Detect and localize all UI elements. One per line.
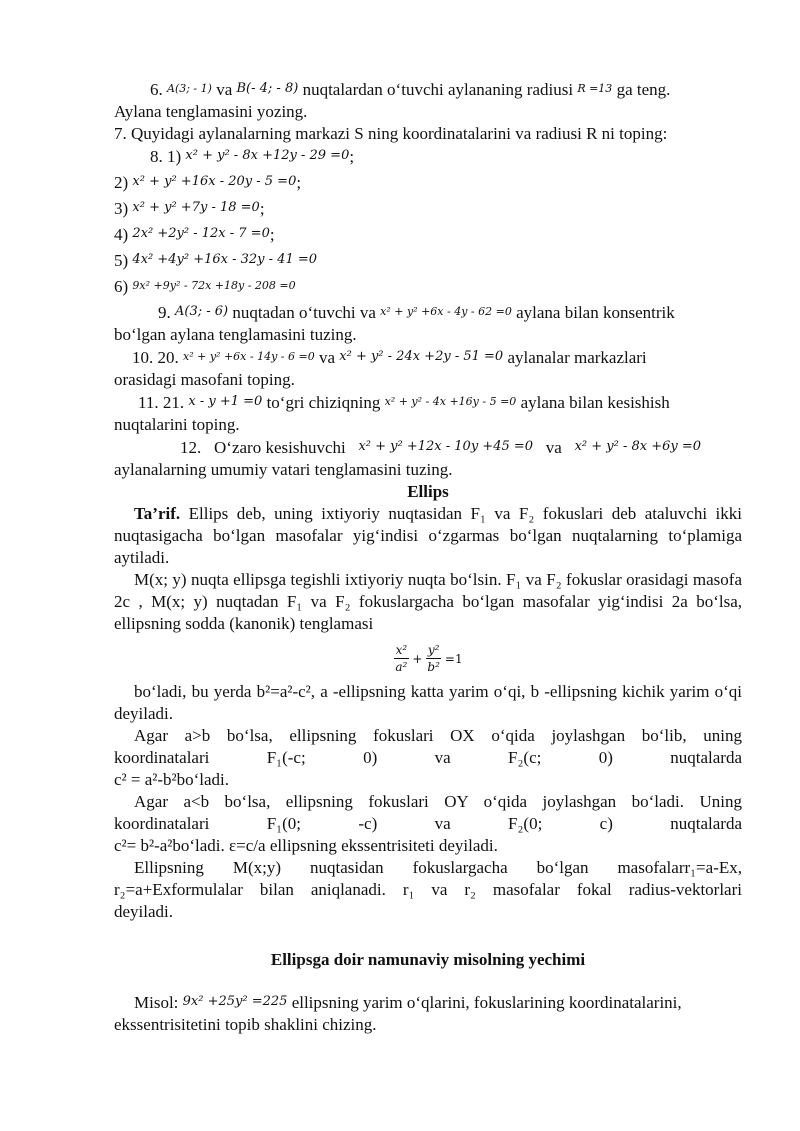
- document-page: [114, 78, 742, 1036]
- numerator: y²: [427, 643, 440, 657]
- problem-text: aylana bilan kesishish: [520, 393, 670, 412]
- conjunction: va: [216, 80, 233, 99]
- problem-text: nuqtalardan o‘tuvchi aylananing radiusi: [302, 80, 574, 99]
- equation-text: 4x² +4y² +16x - 32y - 41 =0: [132, 252, 318, 267]
- denominator: a²: [395, 660, 408, 674]
- equation-label: 3): [114, 199, 129, 218]
- equation-4: [114, 223, 742, 249]
- canonical-formula: [114, 639, 742, 675]
- problem-12-line1: [114, 436, 742, 459]
- equation-label: 6): [114, 277, 129, 296]
- problem-text: aylana bilan konsentrik: [516, 303, 675, 322]
- example-equation: 9x² +25y² =225: [182, 994, 288, 1009]
- problem-text: aylanalar markazlari: [507, 348, 647, 367]
- radius-value: R =13: [577, 82, 613, 95]
- denominator: b²: [427, 660, 440, 674]
- problem-number: 12.: [180, 438, 202, 457]
- example-heading: Ellipsga doir namunaviy misolning yechimi: [270, 950, 586, 969]
- equation-5: [114, 249, 742, 275]
- example-line1: [114, 991, 742, 1014]
- equation-text: x² + y² +6x - 4y - 62 =0: [380, 305, 512, 318]
- problem-9-line1: [114, 301, 742, 324]
- problem-12-line2: aylanalarning umumiy vatari tenglamasini tuzing.: [114, 460, 453, 479]
- conjunction: va: [318, 348, 336, 367]
- equation-label: 8. 1): [150, 147, 182, 166]
- problem-6-line2: Aylana tenglamasini yozing.: [114, 102, 308, 121]
- problem-6-line1: [114, 78, 742, 101]
- problem-number: 11. 21.: [138, 393, 185, 412]
- problem-10-line2: orasidagi masofani toping.: [114, 370, 295, 389]
- numerator: x²: [395, 643, 408, 657]
- paragraph-agar2-a: Agar a<b bo‘lsa, ellipsning fokuslari OY o‘qida joylashgan bo‘ladi. Uning: [134, 792, 742, 811]
- equation-text: 9x² +9y² - 72x +18y - 208 =0: [132, 279, 296, 292]
- equals-one: =1: [444, 651, 463, 666]
- example-line2: ekssentrisitetini topib shaklini chizing.: [114, 1015, 377, 1034]
- point-a: A(3; - 1): [167, 82, 212, 95]
- point-b: B(- 4; - 8): [236, 81, 299, 96]
- equation-text: x² + y² - 24x +2y - 51 =0: [339, 349, 504, 364]
- semicolon: ;: [269, 225, 275, 244]
- problem-9-line2: bo‘lgan aylana tenglamasini tuzing.: [114, 325, 357, 344]
- paragraph-agar1-a: Agar a>b bo‘lsa, ellipsning fokuslari OX o‘qida joylashgan bo‘lib, uning: [134, 726, 742, 745]
- equation-text: x² + y² +6x - 14y - 6 =0: [183, 350, 315, 363]
- conjunction: va: [545, 438, 562, 457]
- problem-text: ga teng.: [616, 80, 671, 99]
- problem-text: to‘gri chiziqning: [266, 393, 381, 412]
- equation-6: [114, 275, 742, 301]
- paragraph-agar2-c: c²= b²-a²bo‘ladi. ε=c/a ellipsning ekssentrisiteti deyiladi.: [114, 836, 498, 855]
- equation-text: x² + y² - 4x +16y - 5 =0: [384, 395, 517, 408]
- formula-expression: [393, 642, 462, 675]
- problem-11-line1: [114, 391, 742, 414]
- spacer: [114, 971, 742, 991]
- equation-label: 5): [114, 251, 129, 270]
- definition-text: Ellips deb, uning ixtiyoriy nuqtasidan F₁ va F₂ fokuslari deb ataluvchi ikki nuqtasigacha bo‘lgan masofalar yig‘indisi o‘zgarmas bo‘lgan nuqtalarning to‘plamiga aytiladi.: [114, 504, 742, 567]
- equation-text: x² + y² - 8x +12y - 29 =0: [185, 148, 350, 163]
- spacer: [114, 923, 742, 949]
- problem-7: 7. Quyidagi aylanalarning markazi S ning koordinatalarini va radiusi R ni toping:: [114, 124, 668, 143]
- problem-10-line1: [114, 346, 742, 369]
- definition-paragraph: [114, 503, 742, 569]
- equation-text: x² + y² +12x - 10y +45 =0: [358, 439, 534, 454]
- equation-1: [114, 145, 742, 171]
- example-text: ellipsning yarim o‘qlarini, fokuslarining koordinatalarini,: [291, 993, 682, 1012]
- problem-11-line2: nuqtalarini toping.: [114, 415, 240, 434]
- point-a: A(3; - 6): [175, 304, 229, 319]
- paragraph-agar1-b: koordinatalari F₁(-c; 0) va F₂(c; 0) nuqtalarda: [114, 748, 742, 767]
- problem-text: nuqtadan o‘tuvchi va: [232, 303, 376, 322]
- definition-label: Ta’rif.: [134, 504, 181, 523]
- equation-3: [114, 197, 742, 223]
- paragraph-r-b: r₂=a+Exformulalar bilan aniqlanadi. r₁ va r₂ masofalar fokal radius-vektorlari: [114, 880, 742, 899]
- problem-text: O‘zaro kesishuvchi: [214, 438, 346, 457]
- equation-text: x² + y² - 8x +6y =0: [574, 439, 702, 454]
- example-label: Misol:: [134, 993, 179, 1012]
- semicolon: ;: [259, 199, 265, 218]
- paragraph-m: M(x; y) nuqta ellipsga tegishli ixtiyoriy nuqta bo‘lsin. F₁ va F₂ fokuslar orasidagi masofa 2c , M(x; y) nuqtadan F₁ va F₂ fokuslargacha bo‘lgan masofalar yig‘indisi 2a bo‘lsa, ellipsning sodda (kanonik) tenglamasi: [114, 570, 742, 633]
- plus-sign: +: [412, 651, 423, 666]
- paragraph-r-a: Ellipsning M(x;y) nuqtasidan fokuslargacha bo‘lgan masofalarr₁=a-Ex,: [134, 858, 742, 877]
- problem-number: 9.: [158, 303, 171, 322]
- equation-label: 2): [114, 173, 129, 192]
- equation-text: x² + y² +7y - 18 =0: [132, 200, 260, 215]
- equation-label: 4): [114, 225, 129, 244]
- paragraph-agar2-b: koordinatalari F₁(0; -c) va F₂(0; c) nuqtalarda: [114, 814, 742, 833]
- semicolon: ;: [296, 173, 302, 192]
- fraction-y: [425, 642, 442, 675]
- equation-2: [114, 171, 742, 197]
- paragraph-agar1-c: c² = a²-b²bo‘ladi.: [114, 770, 230, 789]
- semicolon: ;: [349, 147, 355, 166]
- section-heading: Ellips: [407, 482, 449, 501]
- fraction-x: [393, 642, 409, 675]
- equation-text: x - y +1 =0: [188, 394, 263, 409]
- paragraph-b: bo‘ladi, bu yerda b²=a²-c², a -ellipsning katta yarim o‘qi, b -ellipsning kichik yarim o‘qi deyiladi.: [114, 682, 742, 723]
- equation-text: 2x² +2y² - 12x - 7 =0: [132, 226, 270, 241]
- problem-number: 10. 20.: [132, 348, 179, 367]
- equation-text: x² + y² +16x - 20y - 5 =0: [132, 174, 297, 189]
- problem-number: 6.: [150, 80, 163, 99]
- paragraph-r-c: deyiladi.: [114, 902, 174, 921]
